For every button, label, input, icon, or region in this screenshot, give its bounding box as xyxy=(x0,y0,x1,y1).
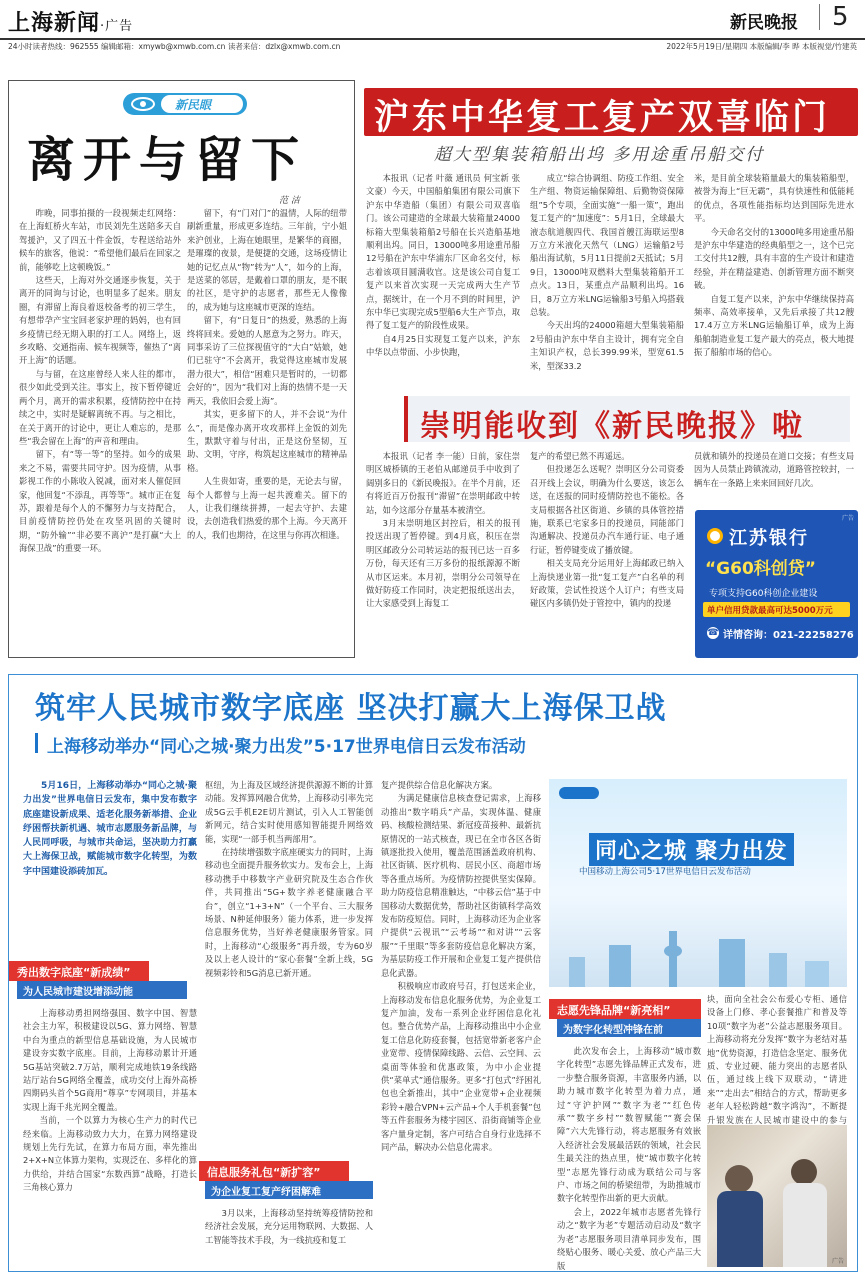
feature-lead: 5月16日，上海移动举办“同心之城·聚力出发”世界电信日云发布，集中发布数字底座建设新成果、适老化服务新举措、企业纾困帮扶新机遇、城市志愿服务新品牌，与人民同呼吸，与城市共命运，坚决助力打赢大上海保卫战，赋能城市数字化转型，为数字中国建设添砖加瓦。 xyxy=(23,781,197,877)
feature-paragraph: 会上，2022年城市志愿者先锋行动之“数字为老”专题活动启动及“数字为老”志愿服务项目清单同步发布，围绕贴心服务、暖心关爱、放心产品三大版 xyxy=(557,1206,701,1271)
feature-paragraph: 块，面向全社会公布爱心专柜、通信设备上门修、孝心套餐推广和普及等10项“数字为老”公益志愿服务项目。上海移动将充分发挥“数字为老结对基地”优势资源，打造信念坚定、服务优质、专业过硬、能力突出的志愿者队伍，通过线上线下双联动，“请进来”“走出去”相结合的方式，帮助更多老年人轻松跨越“数字鸿沟”，不断提升银发族在人民城市建设中的参与 xyxy=(707,994,847,1125)
feature-box xyxy=(8,674,858,1272)
bank-slogan: “G60科创贷” xyxy=(705,559,816,579)
sec2-title: 信息服务礼包“新扩容” xyxy=(207,1166,321,1179)
column-title: 离开与留下 xyxy=(27,132,308,188)
column-paragraph: 留下，有“门对门”的温情，人际的纽带刷新重量，形成更多连结。三年前，宁小姐来沪创业，上海在她眼里，是繁华的商圈，是璀璨的夜景，是便捷的交通，这场疫情让她的记忆点从“物”转为“人”，如今的上海，是送菜的邻居，是戴着口罩的朋友，是不眠的社区，是守护的志愿者，那些无人像像的，成为她与这座城市更深的连结。 xyxy=(187,208,347,312)
story1-paragraph: 自4月25日实现复工复产以来，沪东中华以点带面、小步快跑， xyxy=(366,333,520,358)
bank-logo-icon xyxy=(707,528,723,544)
bank-ad[interactable] xyxy=(695,510,858,658)
sec2-sub: 为企业复工复产纾困解难 xyxy=(211,1187,321,1198)
section-title xyxy=(8,6,133,37)
story2-paragraph: 员就和镇外的投递员在道口交接；有些支局因为人员禁止跨镇流动，道路管控较封，一辆车在一条路上来来回回好几次。 xyxy=(694,451,854,488)
section-name: 上海新闻 xyxy=(8,11,101,36)
story1-col3 xyxy=(694,172,854,390)
bank-line2: 单户信用贷款最高可达5000万元 xyxy=(707,606,833,616)
feature-col3 xyxy=(381,779,541,1267)
story1-col2 xyxy=(530,172,684,390)
column-paragraph: 留下，有“日复日”的热爱，熟悉的上海终将回来。爱她的人愿意为之努力。昨天，同事采访了三位探视值守的“大白”姑娘，她们已驻守“不会离开，我觉得这座城市发展潜力很大”，相信“困难只是暂时的，一切都会好的”，因为“我们对上海的热情不是一天两天，我依旧会爱上海”。 xyxy=(187,315,347,406)
story2-col3 xyxy=(694,450,854,506)
column-paragraph: 人生贵如寄，重要的是，无论去与留，每个人都曾与上海一起共渡难关。留下的人，让我们继续拼搏，一起去守护、去建设，去创造我们热爱的那个上海。今天离开的人，我们也期待，在这里与你再次相逢。 xyxy=(187,476,347,540)
sec3-sub: 为数字化转型冲锋在前 xyxy=(563,1025,663,1036)
poster-title: 同心之城 聚力出发 xyxy=(589,833,794,866)
feature-paragraph: 在持续增强数字底座硬实力的同时，上海移动也全面提升服务软实力。发布会上，上海移动携手中移数字产业研究院及生态合作伙伴，共同推出“5G+数字养老健康融合平台”，创立“1+3+N”（一个平台、三大服务场景、N种延伸服务）能力体系，进一步发挥信息服务优势，当好养老健康服务管家。同时，上海移动“心级服务”再升级，专为60岁及以上老人设计的“家心套餐”全新上线，5G视频彩铃和5G消息已新开通。 xyxy=(205,847,373,978)
story1 xyxy=(364,80,858,392)
page-number: 5 xyxy=(832,2,849,32)
column-author: 范 洁 xyxy=(279,196,300,206)
feature-paragraph: 积极响应市政府号召，打包送来企业，上海移动发布信息化服务优势，为企业复工复产加油，发布一系列企业纾困信息化礼包。整合优势产品，上海移动推出中小企业复工信息化防疫套餐，包括宽带新老客户企业宽带、疫情保障线路、云信、云空间、云桌面等体验和优惠政策，为中小企业提供“菜单式”通信服务。更多“打包式”纾困礼包也全新推出，其中“企业宽带+企业视频彩铃+融合VPN+云产品+个人手机套餐”包等五件套服务为楼宇园区、沿街商铺等企业客户量身定制，客户可结合自身行业选择不同产品，解决办公信息化需求。 xyxy=(381,981,541,1152)
feature-headline: 筑牢人民城市数字底座 坚决打赢大上海保卫战 xyxy=(35,691,667,726)
hotline-info: 24小时读者热线：962555 编辑邮箱：xmywb@xmwb.com.cn 读者来信：dzlx@xmwb.com.cn xyxy=(8,42,341,51)
column-paragraph: 其实，更多留下的人，并不会说“为什么”，而是像办离开攻攻那样上金饭的刘先生，默默守着与付出，正是这份坚韧，互助、文明，守序，构筑起这座城市的精神品格。 xyxy=(187,409,347,473)
column-paragraph: 昨晚，同事拍摄的一段视频走红网络：在上海虹桥火车站，市民刘先生送陪多天自驾援沪，又了四五十件金饭，专程送给站外候车的旅客，他说：“希望他们最后在回家之前，能够吃上这顿晚饭。” xyxy=(19,208,181,272)
story2-paragraph: 相关支局充分运用好上海邮政已纳入上海快递业第一批“复工复产”白名单的利好政策，尝试性投送个人订户；有些支局碰区内多镇仍处于管控中，镇内的投递 xyxy=(530,558,684,609)
sec3-title: 志愿先锋品牌“新亮相” xyxy=(557,1004,671,1017)
story2-paragraph: 本报讯（记者 李一能）日前，家住崇明区城桥镇的王老伯从邮递员手中收到了阔别多日的《新民晚报》。在半个月前，还有将近百万份报刊“滞留”在崇明邮政中转站，如今这部分存量基本被清空。 xyxy=(366,451,520,515)
sec1-title: 秀出数字底座“新成绩” xyxy=(17,966,131,979)
date-editors: 2022年5月19日/星期四 本版编辑/李 晔 本版视觉/竹建英 xyxy=(666,42,857,51)
feature-paragraph: 当前，一个以算力为核心生产力的时代已经来临。上海移动致力大力，在算力网络建设规划上先行先试，在算力布局方面，率先推出2+X+N立体算力架构，实现泛在、多样化的算力供给，并结合国家“东数西算”战略，打造长三角核心算力 xyxy=(23,1115,197,1193)
feature-col2 xyxy=(205,779,373,1097)
badge-label: 新民眼 xyxy=(175,98,212,112)
story1-col1 xyxy=(366,172,520,390)
feature-col2b xyxy=(205,1207,373,1267)
column-badge xyxy=(123,93,247,115)
story1-paragraph: 米，是目前全球装箱量最大的集装箱船型，被誉为海上“巨无霸”，具有快速性和低能耗的优点，各项性能指标均达到国际先进水平。 xyxy=(694,173,854,224)
column-paragraph: 留下，有“等一等”的坚持。如今的成果来之不易，需要共同守护。因为疫情，从事影视工作的小陈收入锐减，面对来人催促回家，他回复“不添乱，再等等”。城市正在复苏，跟着是每个人的不懈努力与支持配合，目前疫情防控仍处在攻坚巩固的关键时期，“防外输”“非必要不离沪”是打赢“大上海保卫战”的重要一环。 xyxy=(19,449,181,554)
column-paragraph: 与与留，在这座曾经人来人往的都市，很少如此受到关注。事实上，按下暂停键近两个月，离开的需求积累，疫情防控中在持续之中，实时是疑解离统不再。与之相比，在关于离开的讨论中，更让人难忘的，是那些“我会留在上海”的声音和理由。 xyxy=(19,368,181,446)
story2-paragraph: 3月末崇明地区封控后，相关的报刊投送出现了暂停键。到4月底，积压在崇明区邮政分公司转运站的报刊已达一百多万份，每天还有三万多份的报纸源源不断从市区运来。本月初，崇明分公司领导在做好防疫工作同时，决定把报纸送出去，让大家感受到上海复工 xyxy=(366,518,520,609)
bank-phone: 详情咨询：021-22258276 xyxy=(723,630,854,641)
feature-subhead-bar xyxy=(35,733,38,753)
column-text-col2 xyxy=(187,207,347,652)
ad-tag-label: 广告 xyxy=(841,515,854,522)
china-mobile-logo-icon xyxy=(559,787,599,799)
photo-ad-tag: 广告 xyxy=(831,1258,844,1265)
ad-tag: ·广告 xyxy=(100,19,134,34)
feature-paragraph: 枢纽，为上海及区域经济提供源源不断的计算动能。发挥算网融合优势，上海移动引率先完成5G云手机E2E切片测试，引入人工智能创新网元，结合实时使用感知智能提升网络效能，实现“一部手机当两部用”。 xyxy=(205,780,373,844)
story1-paragraph: 今天出坞的24000箱超大型集装箱船2号船由沪东中华自主设计，拥有完全自主知识产权，总长399.99米，型宽61.5米，型深33.2 xyxy=(530,320,684,371)
story1-paragraph: 自复工复产以来，沪东中华继续保持高频率、高效率接单，又先后承接了共12艘17.4万立方米LNG运输船订单，成为上海船舶制造业复工复产最大的亮点，极大地提振了船舶市场的信心。 xyxy=(694,293,854,358)
column-box xyxy=(8,80,355,658)
phone-icon: ☎ xyxy=(707,628,719,638)
story1-subhead: 超大型集装箱船出坞 多用途重吊船交付 xyxy=(434,145,765,165)
feature-col1 xyxy=(23,1007,197,1267)
story1-paragraph: 成立“综合协调组、防疫工作组、安全生产组、物资运输保障组、后勤物资保障组”5个专项，全面实施“一船一策”，跑出复工复产的“加速度”：5月1日，全球最大液态航道舰四代、我国首艘江海联运型8万立方米液化天然气（LNG）运输船2号船出海试航，5月11日提前2天抵试；5月9日，13000吨双燃料大型集装箱船开工点火。13日，某重点产品顺利出坞。16日，8万立方米LNG运输船3号船入坞搭载总装。 xyxy=(530,173,684,318)
feature-paragraph: 为满足健康信息核查登记需求，上海移动推出“数字哨兵”产品，实现体温、健康码、核酸检测结果、新冠疫苗接种、最新抗原情况的一站式核查，现已在全市各区各街镇逐批投入使用，覆盖范围涵盖政府机构、社区街镇、医疗机构、居民小区、商超市场等各重点场所。为疫情防控提供坚实保障。助力防疫信息精准触达，“中移云信”基于中国移动大数据优势，帮助社区街镇科学高效发布防疫短信。同时，上海移动还为企业客户提供“云视讯”“云考场”“和对讲”“云客服”“千里眼”等多套防疫信息化解决方案，为基层防疫工作开展和企业复工复产提供信息化武器。 xyxy=(381,793,541,978)
feature-paragraph: 此次发布会上，上海移动“城市数字化转型”志愿先锋品牌正式发布，进一步整合服务资源，丰富服务内涵，以助力城市数字化转型为着力点，通过“守沪护网”“数字为老”“红色传承”“数字乡村”“数智赋能”“赛会保障”六大先锋行动，将志愿服务有效嵌入经济社会发展最活跃的领域，社会民生最关注的热点里，使“城市数字化转型”志愿先锋行动成为联结公司与客户、市场之间的桥梁纽带，为助推城市数字化转型作出新的更大贡献。 xyxy=(557,1046,701,1204)
eye-icon xyxy=(131,97,155,111)
column-text-col1 xyxy=(19,207,181,652)
feature-col4 xyxy=(557,1045,701,1271)
story2-col2 xyxy=(530,450,684,662)
paper-name: 新民晚报 xyxy=(730,13,798,33)
feature-col5 xyxy=(707,993,847,1125)
skyline-graphic-icon xyxy=(549,929,847,987)
story1-headline: 沪东中华复工复产双喜临门 xyxy=(374,98,831,138)
story2-paragraph: 但投递怎么送呢？崇明区分公司资委召开线上会议，明确为什么要送，该怎么送，在送报的同时疫情防控也不能松。各支局根据各社区街道、乡镇的具体管控措施，联系已宅家多日的投递员，同能部门沟通解决、投递员办汽车通行证、电子通行证，暂停键变成了播放键。 xyxy=(530,464,684,555)
story1-paragraph: 今天命名交付的13000吨多用途重吊船是沪东中华建造的经典船型之一，这个已完工交付共12艘，具有丰富的生产设计和建造经验，并在精益建造、创新管理方面不断突破。 xyxy=(694,226,854,291)
story2-headline: 崇明能收到《新民晚报》啦 xyxy=(420,409,804,444)
story2-paragraph: 复产的希望已然不再遥远。 xyxy=(530,451,630,461)
feature-paragraph: 上海移动勇担网络强国、数字中国、智慧社会主力军，积极建设以5G、算力网络、智慧中台为重点的新型信息基础设施，为人民城市建设夯实数字底座。目前，上海移动累计开通5G基站突破2.7万站，顺利完成地铁19条线路站厅站台5G网络全覆盖，成功交付上海外高桥四期码头首个5G商用“尊享”专网项目，并基本实现上海千兆光网全覆盖。 xyxy=(23,1008,197,1112)
bank-name: 江苏银行 xyxy=(729,528,809,549)
column-paragraph: 这些天，上海对外交通逐步恢复，关于离开的同询与讨论，也明显多了起来。朋友圈，有滞留上海良着返校备考的初三学生，有想带孕产宝宝回老家护理的妈妈，也有回乡疫情已经无期入职的打工人。网络上，返乡攻略、交通指南、候车视频等，催热了“离开上海”的话题。 xyxy=(19,275,181,366)
sec1-sub: 为人民城市建设增添动能 xyxy=(23,987,133,998)
story1-paragraph: 本报讯（记者 叶薇 通讯员 何宝新 张文豪）今天，中国船舶集团有限公司旗下沪东中华造船（集团）有限公司双喜临门。该公司建造的全球最大装箱量24000标箱大型集装箱船2号船在长兴造船基地顺利出坞。同日，13000吨多用途重吊船12号船在沪东中华浦东厂区命名交付，标志着该项目圆满收官。这是该公司自复工复产以来首次实现一天完成两大生产节点，据统计，在一个月不到的时间里，沪东中华已实现完成5型船6大生产节点，取得了复工复产的阶段性成果。 xyxy=(366,173,520,331)
volunteer-photo xyxy=(707,1125,847,1267)
story2-col1 xyxy=(366,450,520,662)
feature-paragraph: 3月以来，上海移动坚持统筹疫情防控和经济社会发展，充分运用物联网、大数据、人工智能等技术手段，为一线抗疫和复工 xyxy=(205,1208,373,1245)
feature-subhead: 上海移动举办“同心之城·聚力出发”5·17世界电信日云发布活动 xyxy=(47,737,526,757)
feature-paragraph: 复产提供综合信息化解决方案。 xyxy=(381,780,498,790)
bank-line1: 专项支持G60科创企业建设 xyxy=(709,589,818,599)
poster-sub: 中国移动上海公司5·17世界电信日云发布活动 xyxy=(579,867,751,877)
page-header xyxy=(0,0,865,52)
event-poster-image xyxy=(549,779,847,987)
